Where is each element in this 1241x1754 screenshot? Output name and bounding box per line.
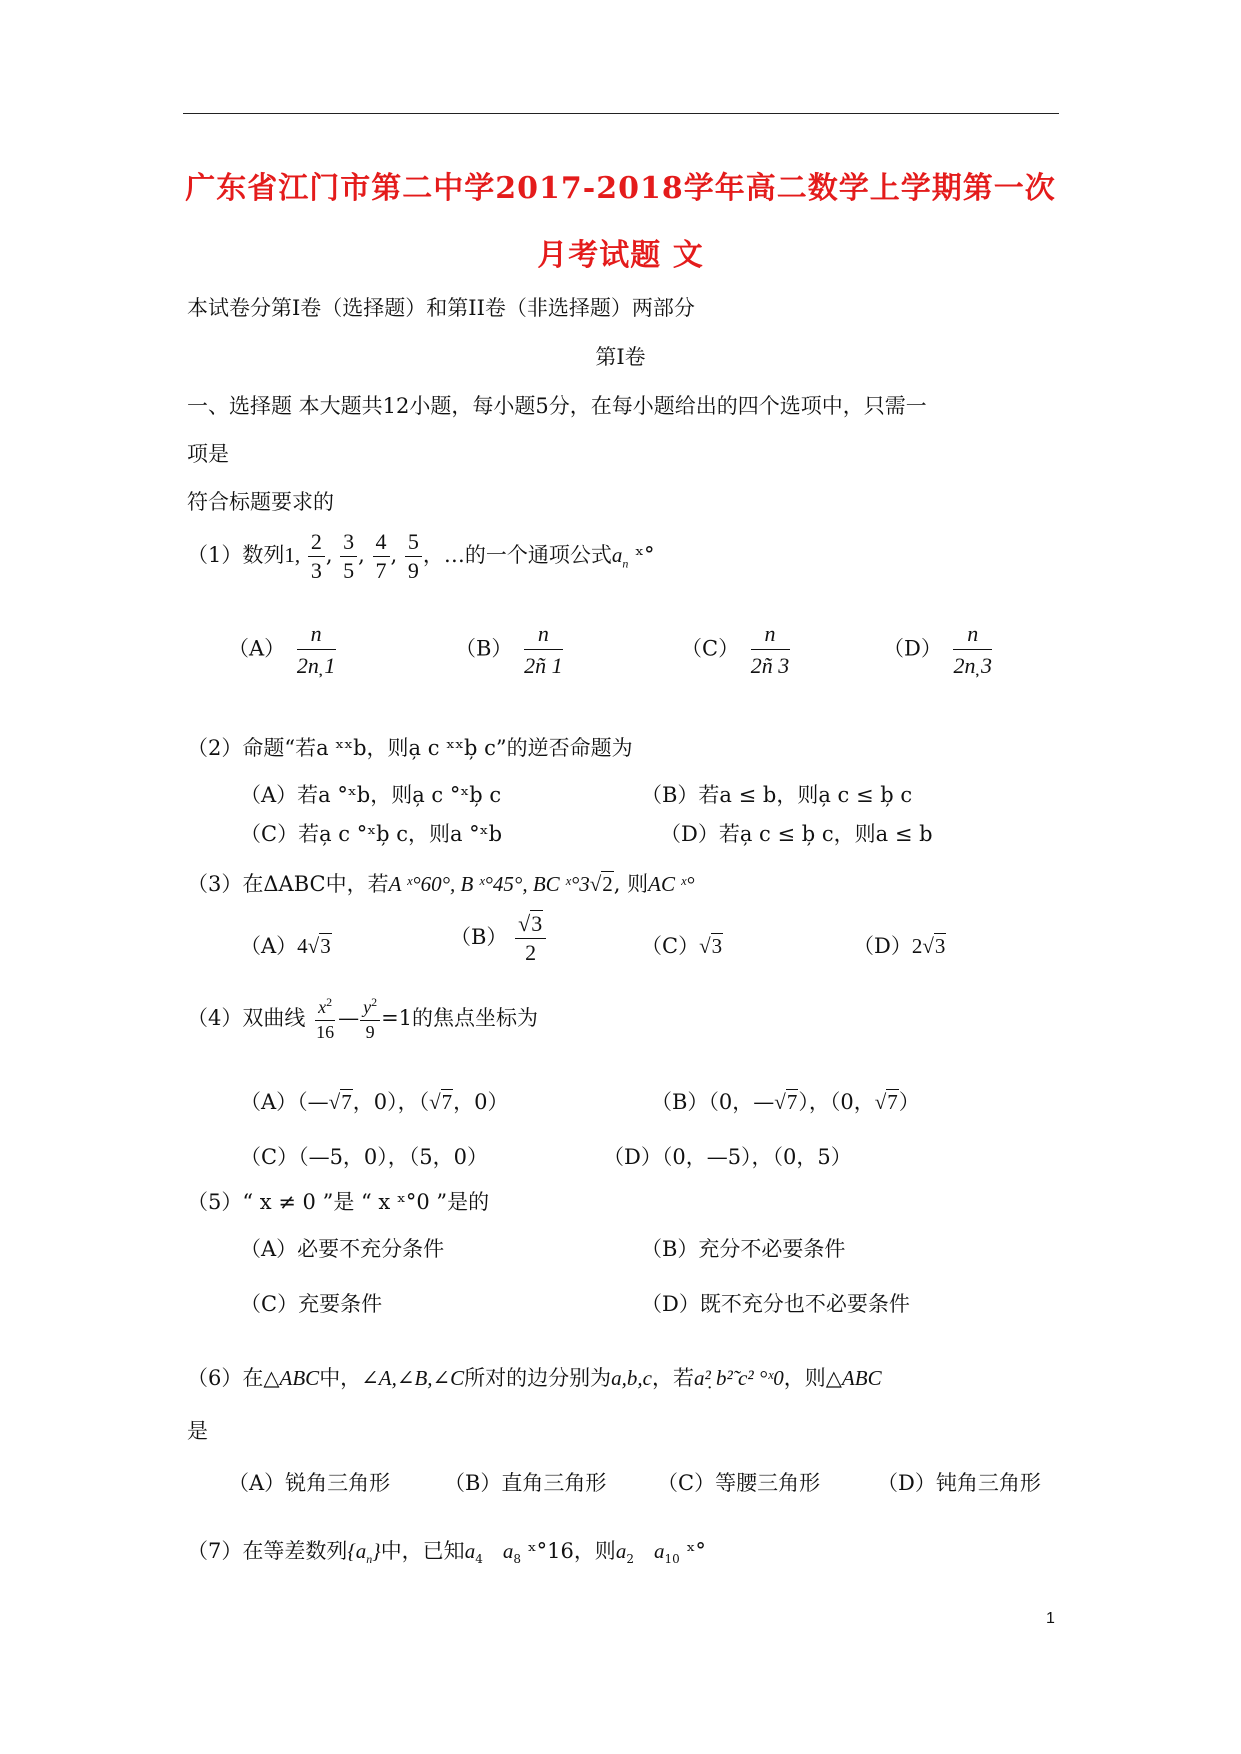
question-4-option-c: （C）（—5，0），（5，0）	[240, 1145, 489, 1169]
question-2-stem: （2）命题“若a ˣˣb，则a̦ c ˣˣb̦ c”的逆否命题为	[187, 736, 633, 760]
question-5-stem: （5）“ x ≠ 0 ”是 “ x ˣ°0 ”是的	[187, 1190, 490, 1214]
question-3-option-c: （C）√3	[641, 934, 723, 958]
question-1-stem: （1）数列1, $\frac{2}{3}$ , $\frac{3}{5}$ , $\frac{4}{7}$ , $\frac{5}{9}$ ，…的一个通项公式$a_n$ ˣ°	[187, 529, 655, 584]
question-5-option-d: （D）既不充分也不必要条件	[641, 1292, 910, 1316]
question-5-option-b: （B）充分不必要条件	[641, 1237, 846, 1261]
section-heading: 第I卷	[595, 345, 646, 369]
question-5-option-c: （C）充要条件	[240, 1292, 383, 1316]
question-4-option-a: （A）（—√7，0），（√7，0）	[240, 1090, 509, 1114]
q1-seq-first: 1,	[284, 543, 301, 568]
q1-label: （1）数列	[187, 543, 285, 568]
q1-fraction: $\frac{4}{7}$	[373, 530, 390, 583]
question-1-option-b: （B） $\frac{n}{2ñ 1}$	[455, 621, 563, 679]
question-6-option-c: （C）等腰三角形	[657, 1471, 821, 1495]
question-7-stem: （7）在等差数列$\{a_n\}$中，已知$a_4$ $a_8$ ˣ°16，则$a_2$ $a_{10}$ ˣ°	[187, 1539, 706, 1567]
header-rule	[183, 113, 1059, 114]
question-4-stem: （4）双曲线 $\frac{x^2}{16}$ — $\frac{y^2}{9}$ =1的焦点坐标为	[187, 995, 539, 1042]
part1-instructions-2: 项是	[187, 442, 229, 466]
question-6-option-d: （D）钝角三角形	[877, 1471, 1041, 1495]
q1-an: a	[611, 543, 623, 568]
question-2-option-d: （D）若a̦ c ≤ b̦ c，则a ≤ b	[660, 822, 933, 846]
q1-eq: ˣ°	[635, 543, 655, 568]
question-1-option-d: （D） $\frac{n}{2n̦ 3}$	[883, 621, 993, 679]
q1-an-sub: n	[622, 556, 629, 571]
question-2-option-a: （A）若a °ˣb，则a̦ c °ˣb̦ c	[240, 783, 502, 807]
question-2-option-c: （C）若a̦ c °ˣb̦ c，则a °ˣb	[240, 822, 503, 846]
intro-text: 本试卷分第I卷（选择题）和第II卷（非选择题）两部分	[187, 296, 695, 320]
question-6-stem: （6）在△ABC中，∠A,∠B,∠C所对的边分别为a,b,c，若a²̣ b²̃ c² °ˣ0，则△ABC	[187, 1366, 882, 1390]
q1-fraction: $\frac{5}{9}$	[405, 530, 422, 583]
part1-instructions-3: 符合标题要求的	[187, 490, 334, 514]
question-6-stem-cont: 是	[187, 1419, 208, 1443]
page-number: 1	[1046, 1610, 1055, 1627]
question-1-option-c: （C） $\frac{n}{2ñ 3}$	[681, 621, 790, 679]
question-4-option-d: （D）（0，—5），（0，5）	[603, 1145, 852, 1169]
q1-tail: ，…的一个通项公式	[422, 543, 612, 568]
q1-fraction: $\frac{2}{3}$	[308, 530, 325, 583]
question-4-option-b: （B）（0，—√7），（0，√7）	[651, 1090, 920, 1114]
question-3-option-d: （D）2√3	[853, 934, 946, 958]
question-3-option-a: （A）4√3	[240, 934, 331, 958]
question-6-option-b: （B）直角三角形	[444, 1471, 607, 1495]
document-title-line-2: 月考试题 文	[537, 238, 704, 273]
question-3-stem: （3）在ΔABC中，若A ˣ°60°, B ˣ°45°, BC ˣ°3√2, 则AC ˣ°	[187, 872, 695, 896]
document-title-line-1: 广东省江门市第二中学2017-2018学年高二数学上学期第一次	[185, 171, 1056, 206]
question-3-option-b: （B） $\frac{√3}{2}$	[450, 912, 547, 965]
question-6-option-a: （A）锐角三角形	[228, 1471, 391, 1495]
part1-instructions-1: 一、选择题 本大题共12小题，每小题5分，在每小题给出的四个选项中，只需一	[187, 394, 927, 418]
question-5-option-a: （A）必要不充分条件	[240, 1237, 445, 1261]
question-2-option-b: （B）若a ≤ b，则a̦ c ≤ b̦ c	[641, 783, 913, 807]
q1-fraction: $\frac{3}{5}$	[340, 530, 357, 583]
question-1-option-a: （A） $\frac{n}{2n̦ 1}$	[228, 621, 336, 679]
